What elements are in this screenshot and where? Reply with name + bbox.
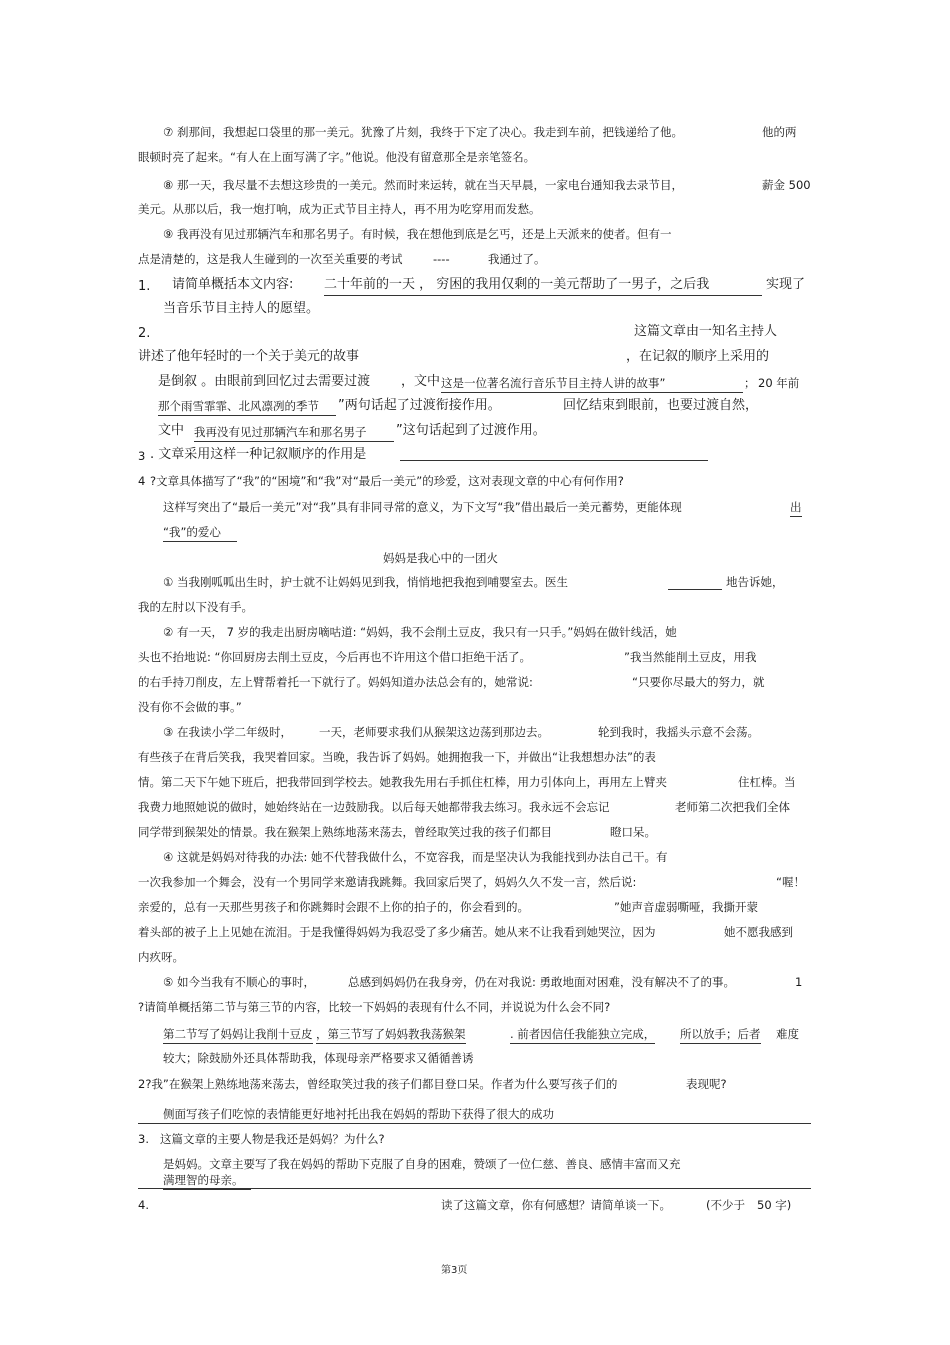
para-4-line-3-end: ”她声音虚弱嘶哑，我撕开蒙 <box>614 900 758 914</box>
para-3-line-1: ③ 在我读小学二年级时， <box>163 725 292 739</box>
para-3-line-1-mid: 一天，老师要求我们从猴架这边荡到那边去。 <box>319 725 549 739</box>
para-3-line-4: 我费力地照她说的做时，她始终站在一边鼓励我。以后每天她都带我去练习。我永远不会忘记 <box>138 800 610 814</box>
q4-number: 4 <box>138 474 146 488</box>
para-3-line-1-end: 轮到我时，我摇头示意不会荡。 <box>598 725 759 739</box>
q2-quote-3: 我再没有见过那辆汽车和那名男子 <box>194 424 394 442</box>
para-3-line-5-end: 瞪口呆。 <box>610 825 656 839</box>
q2-2-text: 2?我”在猴架上熟练地荡来荡去，曾经取笑过我的孩子们都目登口呆。作者为什么要写孩子们的 <box>138 1077 618 1091</box>
para-8-line-2: 美元。从那以后，我一炮打响，成为正式节目主持人，再不用为吃穿用而发愁。 <box>138 202 541 216</box>
q2-line-5: 文中 <box>158 423 185 438</box>
para-2-line-4: 没有你不会做的事。” <box>138 700 242 714</box>
q2-quote-1: 这是一位著名流行音乐节目主持人讲的故事” <box>441 375 743 393</box>
para-5-line-1: ⑤ 如今当我有不顺心的事时， <box>163 975 315 989</box>
q2-line-1: 这篇文章由一知名主持人 <box>634 324 778 339</box>
para-8-line-1: ⑧ 那一天，我尽量不去想这珍贵的一美元。然而时来运转，就在当天早晨，一家电台通知我去录节目， <box>163 178 683 192</box>
para-1-blank[interactable] <box>668 589 722 590</box>
q1-prompt: 请简单概括本文内容: <box>172 277 294 292</box>
q2-1-answer-f: 较大；除鼓励外还具体帮助我，体现母亲严格要求又循循善诱 <box>163 1051 474 1065</box>
q2-2-text-end: 表现呢? <box>686 1077 727 1091</box>
q2-4-number: 4. <box>138 1198 149 1212</box>
q2-3-text: 这篇文章的主要人物是我还是妈妈？为什么? <box>160 1132 385 1146</box>
q3-number: 3 <box>138 449 146 463</box>
para-8-line-1-end: 薪金 500 <box>762 178 811 192</box>
q2-4-limit: (不少于 <box>706 1198 745 1212</box>
para-1-line-1-end: 地告诉她， <box>726 575 784 589</box>
q2-3-answer-rule <box>138 1188 811 1189</box>
para-7-line-1-end: 他的两 <box>762 125 797 139</box>
q2-2-answer: 侧面写孩子们吃惊的表情能更好地衬托出我在妈妈的帮助下获得了很大的成功 <box>163 1107 554 1121</box>
q2-quote-2: 那个雨雪霏霏、北风凛冽的季节 <box>158 398 336 416</box>
q4-text: ?文章具体描写了“我”的“困境”和“我”对“最后一美元”的珍爱，这对表现文章的中心有何作用? <box>150 474 624 488</box>
q2-line-3-mid: ，文中 <box>401 374 441 389</box>
para-3-line-5: 同学带到猴架处的情景。我在猴架上熟练地荡来荡去，曾经取笑过我的孩子们都目 <box>138 825 552 839</box>
q4-answer-char: 出 <box>790 499 802 517</box>
para-5-line-1-mid: 总感到妈妈仍在我身旁，仍在对我说: 勇敢地面对困难，没有解决不了的事。 <box>348 975 736 989</box>
para-9-line-1: ⑨ 我再没有见过那辆汽车和那名男子。有时候，我在想他到底是乞丐，还是上天派来的使者。但有一 <box>163 227 672 241</box>
q4-answer-line-2: “我”的爱心 <box>163 524 237 542</box>
para-2-line-3-end: “只要你尽最大的努力，就 <box>632 675 765 689</box>
para-9-line-2-end: 我通过了。 <box>488 252 546 266</box>
para-4-line-3: 亲爱的，总有一天那些男孩子和你跳舞时会跟不上你的拍子的，你会看到的。 <box>138 900 529 914</box>
q2-line-5-end: ”这句话起到了过渡作用。 <box>396 423 546 438</box>
para-4-line-2: 一次我参加一个舞会，没有一个男同学来邀请我跳舞。我回家后哭了，妈妈久久不发一言，然后说: <box>138 875 637 889</box>
q2-line-3: 是倒叙 。由眼前到回忆过去需要过渡 <box>158 374 371 389</box>
q2-3-answer-a: 是妈妈。文章主要写了我在妈妈的帮助下克服了自身的困难，赞颂了一位仁慈、善良、感情丰富而又充 <box>163 1157 681 1171</box>
q1-number: 1. <box>138 279 151 294</box>
q2-1-answer-c: . 前者因信任我能独立完成， <box>510 1026 655 1044</box>
q2-1-answer-b: ，第三节写了妈妈教我荡猴架 <box>316 1026 466 1044</box>
q1-answer-cont: 当音乐节目主持人的愿望。 <box>163 301 320 316</box>
q2-line-4-end: 回忆结束到眼前，也要过渡自然， <box>563 398 759 413</box>
para-4-line-4: 着头部的被子上上见她在流泪。于是我懂得妈妈为我忍受了多少痛苦。她从来不让我看到她哭泣，因为 <box>138 925 656 939</box>
story-2-title: 妈妈是我心中的一团火 <box>383 551 498 565</box>
q2-1-answer-a: 第二节写了妈妈让我削十豆皮 <box>163 1026 313 1044</box>
q2-line-2-end: ，在记叙的顺序上采用的 <box>626 349 770 364</box>
para-2-line-1: ② 有一天， 7 岁的我走出厨房嘀咕道: “妈妈，我不会削土豆皮，我只有一只手。”妈妈在做针线活，她 <box>163 625 677 639</box>
q2-line-4: ”两句话起了过渡衔接作用。 <box>338 398 501 413</box>
q2-1-answer-e: 难度 <box>776 1027 799 1041</box>
q2-line-2: 讲述了他年轻时的一个关于美元的故事 <box>138 349 360 364</box>
q2-1-text: ?请简单概括第二节与第三节的内容，比较一下妈妈的表现有什么不同，并说说为什么会不同? <box>138 1000 611 1014</box>
page-number: 第3页 <box>441 1265 468 1276</box>
q3-answer-blank[interactable] <box>400 460 708 461</box>
q2-1-answer-d: 所以放手；后者 <box>680 1026 761 1044</box>
q1-answer-tail: 实现了 <box>766 277 806 292</box>
para-9-dash: ---- <box>433 252 450 266</box>
q3-text: . 文章采用这样一种记叙顺序的作用是 <box>150 447 367 462</box>
para-3-line-2: 有些孩子在背后笑我，我哭着回家。当晚，我告诉了妈妈。她拥抱我一下，并做出“让我想想办法”的表 <box>138 750 656 764</box>
para-3-line-4-end: 老师第二次把我们全体 <box>675 800 790 814</box>
q2-4-limit-num: 50 字) <box>757 1198 792 1212</box>
para-2-line-2: 头也不抬地说: “你回厨房去削土豆皮，今后再也不许用这个借口拒绝干活了。 <box>138 650 531 664</box>
q2-4-text: 读了这篇文章，你有何感想？请简单谈一下。 <box>441 1198 671 1212</box>
q2-3-answer-b: 满理智的母亲。 <box>163 1172 251 1190</box>
question-1-number: 1 <box>795 975 803 989</box>
q2-semicolon: ； <box>744 376 756 390</box>
para-1-line-2: 我的左肘以下没有手。 <box>138 600 253 614</box>
para-7-line-1: ⑦ 刹那间，我想起口袋里的那一美元。犹豫了片刻，我终于下定了决心。我走到车前，把钱递给了他。 <box>163 125 683 139</box>
para-9-line-2: 点是清楚的，这是我人生碰到的一次至关重要的考试 <box>138 252 403 266</box>
para-7-line-2: 眼顿时亮了起来。“有人在上面写满了字。”他说。他没有留意那全是亲笔签名。 <box>138 150 536 164</box>
para-1-line-1: ① 当我刚呱呱出生时，护士就不让妈妈见到我，悄悄地把我抱到哺婴室去。医生 <box>163 575 568 589</box>
para-2-line-2-end: ”我当然能削土豆皮，用我 <box>624 650 757 664</box>
q2-2-answer-rule <box>138 1123 811 1124</box>
para-2-line-3: 的右手持刀削皮，左上臂帮着托一下就行了。妈妈知道办法总会有的，她常说: <box>138 675 533 689</box>
q2-quote-1-b: 20 年前 <box>758 376 800 390</box>
para-3-line-3-end: 住杠棒。当 <box>738 775 796 789</box>
q2-number: 2. <box>138 326 151 341</box>
para-4-line-5: 内疚呀。 <box>138 950 184 964</box>
para-4-line-4-end: 她不愿我感到 <box>724 925 793 939</box>
para-4-line-2-end: “喔！ <box>776 875 805 889</box>
q2-3-number: 3. <box>138 1132 149 1146</box>
q1-answer: 二十年前的一天 ， 穷困的我用仅剩的一美元帮助了一男子，之后我 <box>324 276 762 296</box>
para-3-line-3: 情。第二天下午她下班后，把我带回到学校去。她教我先用右手抓住杠棒，用力引体向上，再用左上臂夹 <box>138 775 667 789</box>
para-4-line-1: ④ 这就是妈妈对待我的办法: 她不代替我做什么，不宽容我，而是坚决认为我能找到办法自己干。有 <box>163 850 668 864</box>
q4-answer-line-1: 这样写突出了“最后一美元”对“我”具有非同寻常的意义，为下文写“我”借出最后一美元蓄势，更能体现 <box>163 500 682 514</box>
